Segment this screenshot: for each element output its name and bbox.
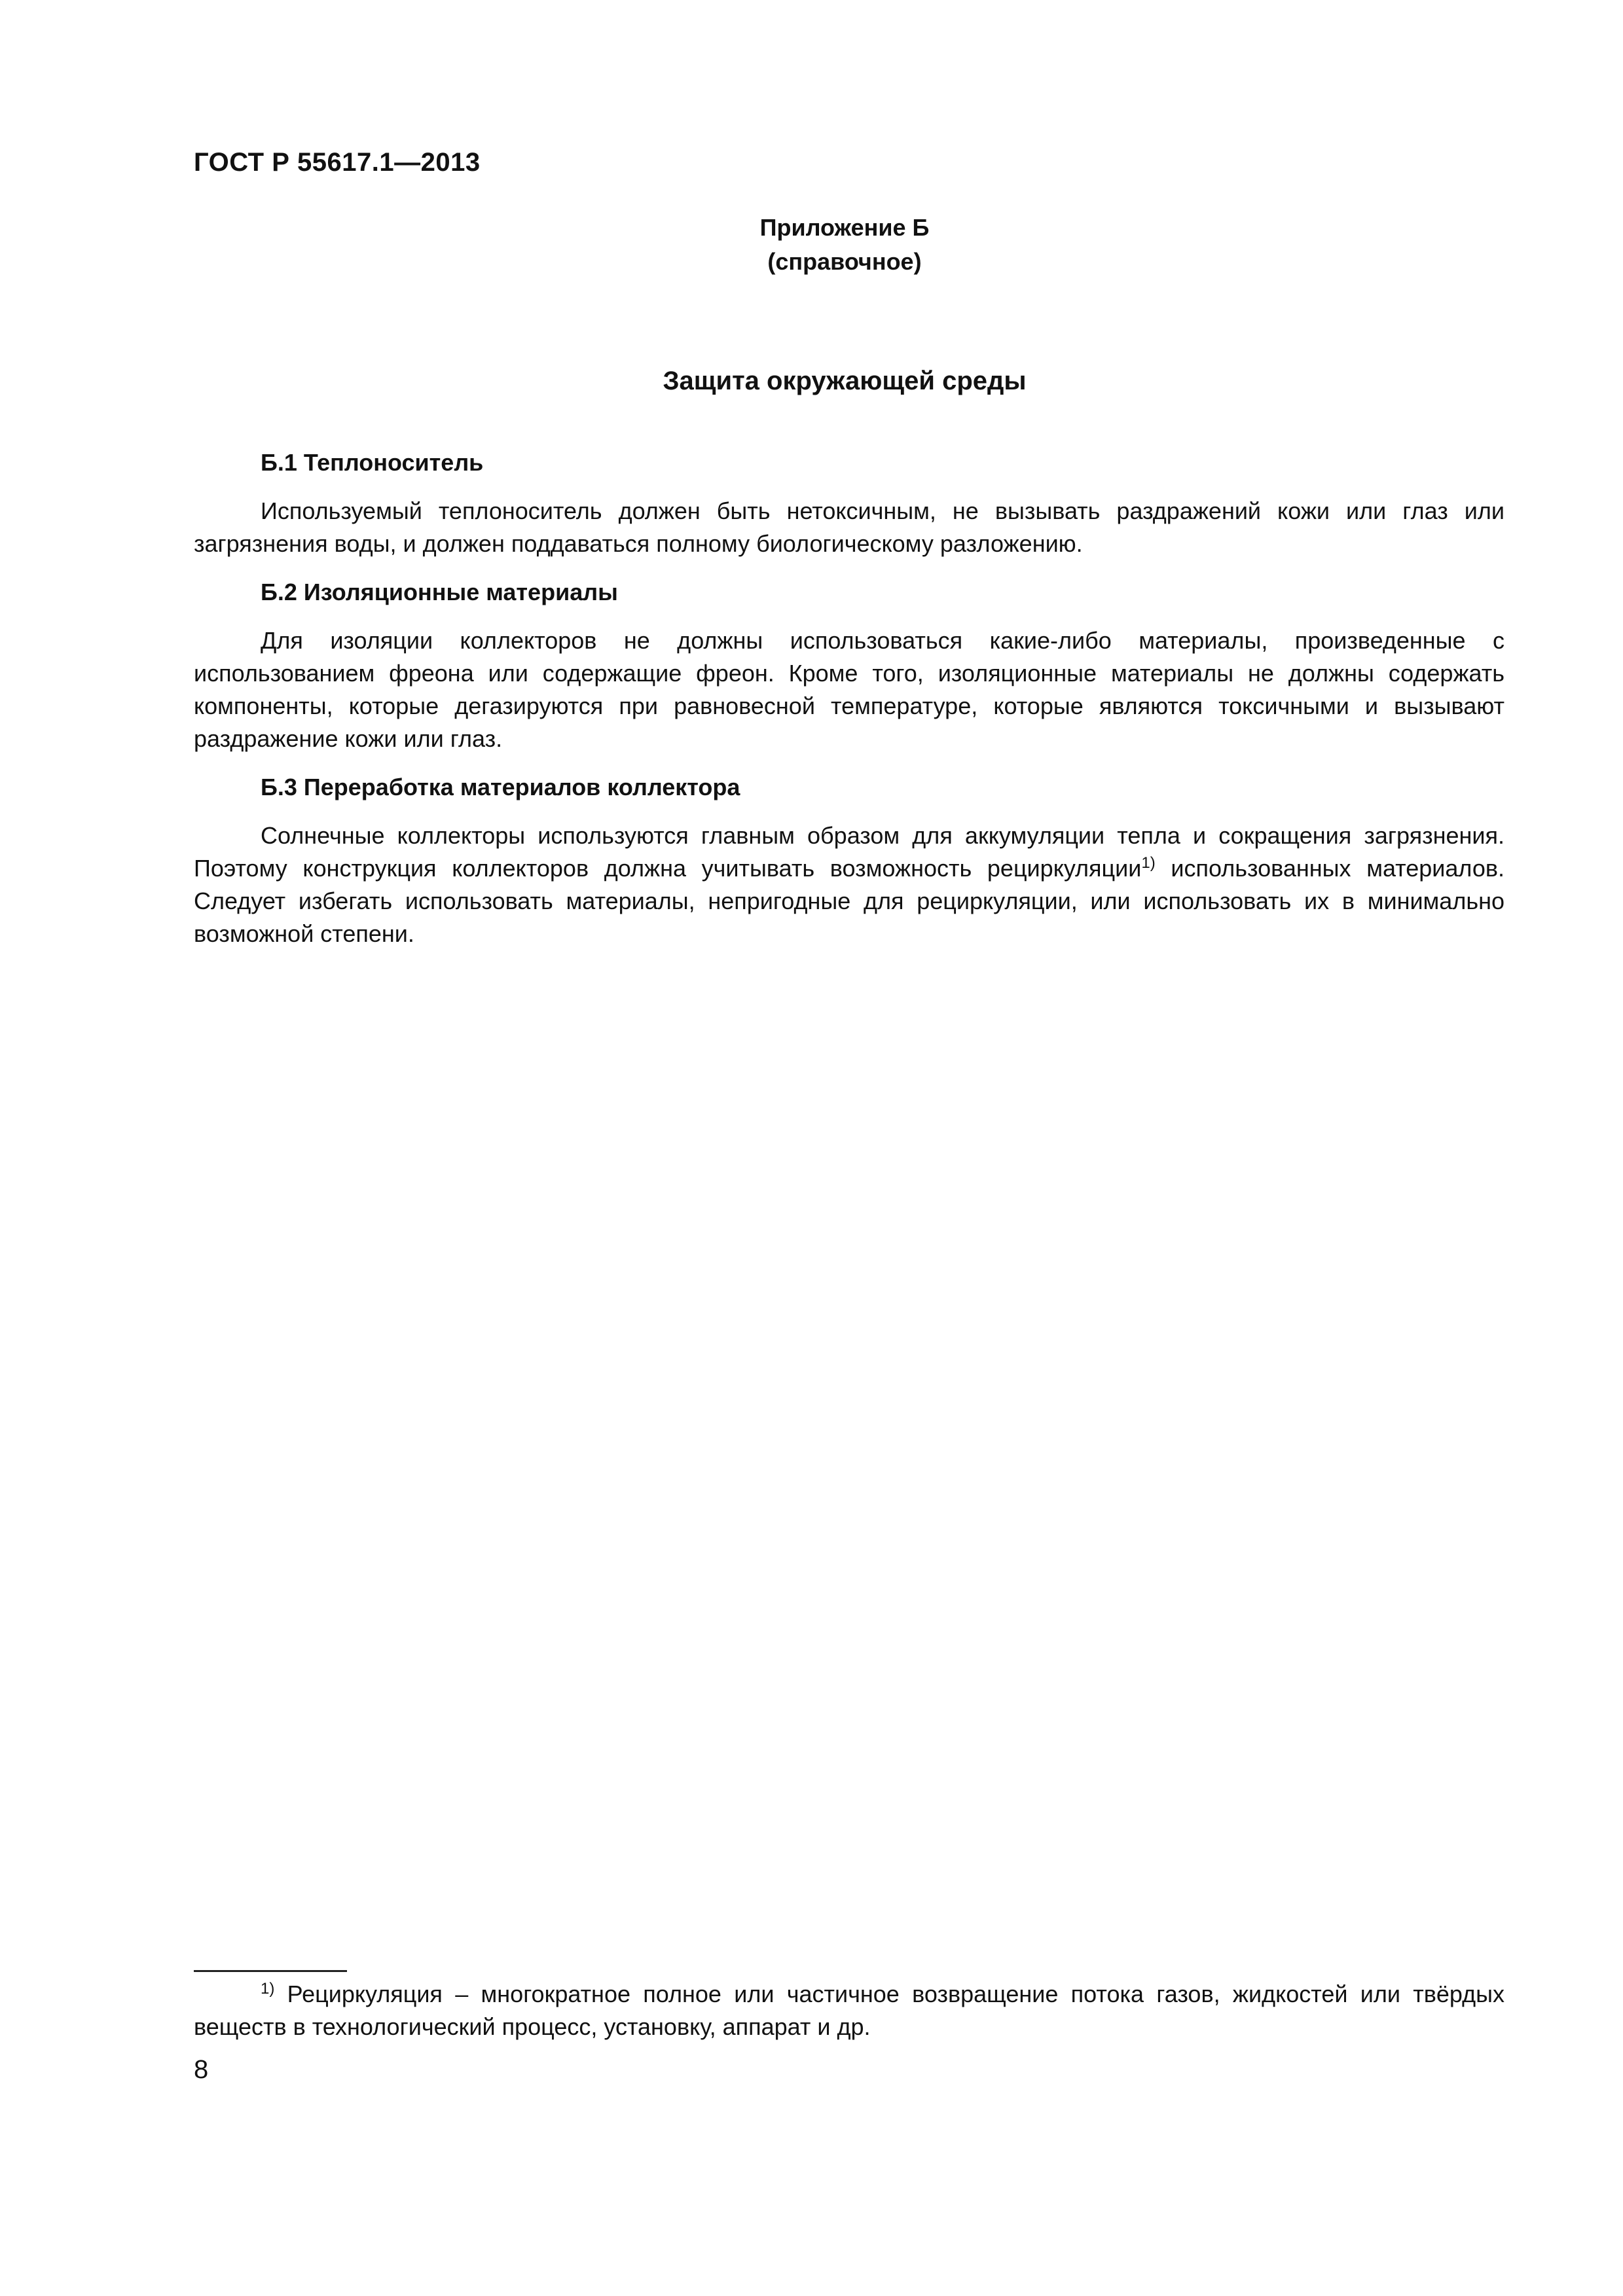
footnote-text: Рециркуляция – многократное полное или частичное возвращение потока газов, жидкостей или твёрдых веществ в технологический процесс, установку, аппарат и др. bbox=[194, 1981, 1504, 2040]
footnote-marker: 1) bbox=[261, 1980, 275, 1998]
footnote bbox=[194, 1978, 1504, 2043]
paragraph-text-part1: Солнечные коллекторы используются главным образом для аккумуляции тепла и сокращения загрязнения. Поэтому конструкция коллекторов должна учитывать возможность рециркуляции bbox=[194, 822, 1504, 882]
section-paragraph: Используемый теплоноситель должен быть нетоксичным, не вызывать раздражений кожи или глаз или загрязнения воды, и должен поддаваться полному биологическому разложению. bbox=[194, 497, 1504, 557]
section-paragraph bbox=[194, 819, 1504, 950]
section-b2 bbox=[194, 576, 1504, 755]
annex-kind: (справочное) bbox=[767, 248, 922, 275]
footnote-separator bbox=[194, 1970, 347, 1972]
section-b3 bbox=[194, 771, 1504, 950]
page-number: 8 bbox=[194, 2055, 209, 2084]
annex-title: Защита окружающей среды bbox=[663, 367, 1027, 395]
section-paragraph: Для изоляции коллекторов не должны использоваться какие-либо материалы, произведенные с использованием фреона или содержащие фреон. Кроме того, изоляционные материалы не должны содержать компоненты, которые дегазируются при равновесной температуре, которые являются токсичными и вызывают раздражение кожи или глаз. bbox=[194, 627, 1504, 752]
annex-label: Приложение Б bbox=[759, 214, 930, 241]
paragraph-text-part2: использованных материалов. Следует избегать использовать материалы, непригодные для рециркуляции, или использовать их в минимально возможной степени. bbox=[194, 855, 1504, 947]
footnote-reference[interactable]: 1) bbox=[1141, 854, 1156, 872]
annex-content bbox=[194, 446, 1504, 966]
section-b1 bbox=[194, 446, 1504, 560]
annex-label-block bbox=[720, 211, 969, 279]
section-heading: Б.3 Переработка материалов коллектора bbox=[261, 774, 740, 800]
section-heading: Б.2 Изоляционные материалы bbox=[261, 579, 618, 605]
section-heading: Б.1 Теплоноситель bbox=[261, 449, 484, 476]
document-code: ГОСТ Р 55617.1—2013 bbox=[194, 148, 481, 177]
